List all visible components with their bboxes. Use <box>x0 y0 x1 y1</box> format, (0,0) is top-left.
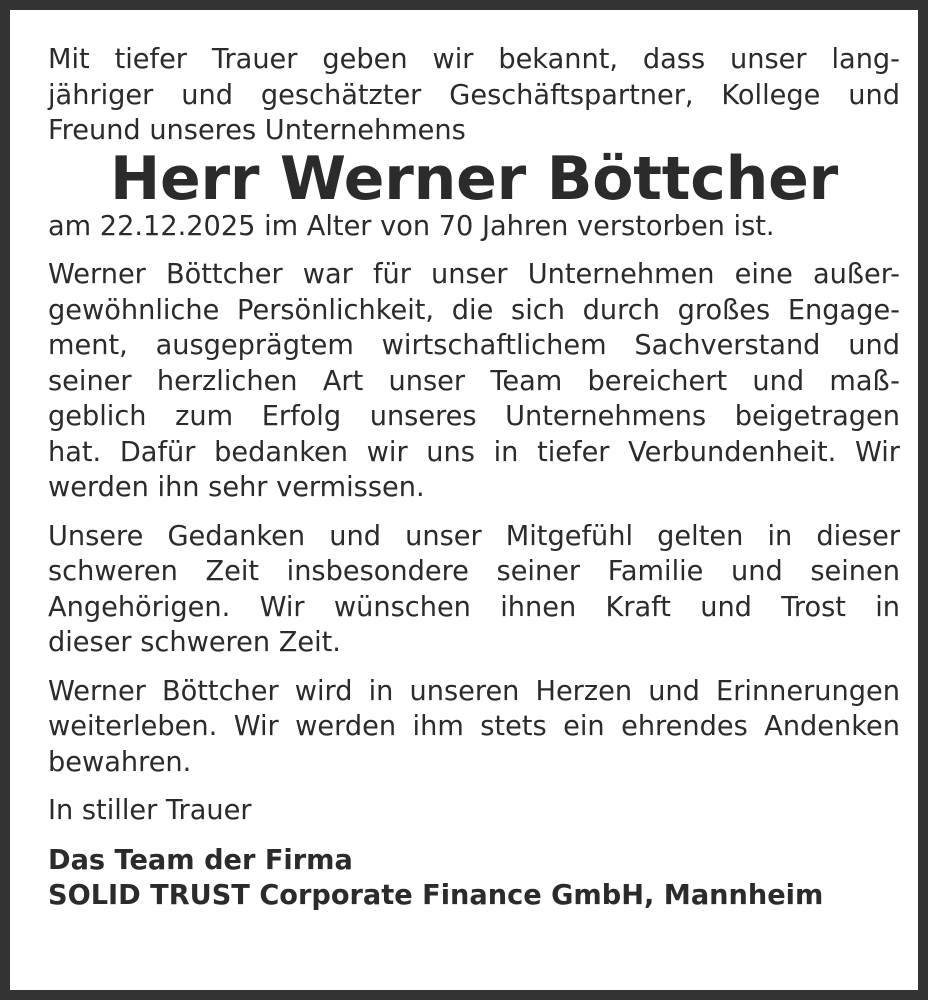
tribute-paragraph <box>48 257 900 506</box>
tribute-line: Werner Böttcher war für unser Unternehmen eine außer- <box>48 259 900 290</box>
remembrance-line: Werner Böttcher wird in unseren Herzen und Erinnerungen <box>48 675 900 707</box>
tribute-line: gewöhnliche Persönlichkeit, die sich durch großes Engage- <box>48 294 900 326</box>
remembrance-line: bewahren. <box>48 746 192 778</box>
remembrance-line: weiterleben. Wir werden ihm stets ein ehrendes Andenken <box>48 711 900 742</box>
date-text: am 22.12.2025 im Alter von 70 Jahren verstorben ist. <box>48 210 775 242</box>
intro-line: Mit tiefer Trauer geben wir bekannt, dass unser lang- <box>48 44 900 75</box>
signature-line: Das Team der Firma <box>48 844 353 876</box>
intro-line: jähriger und geschätzter Geschäftspartner, Kollege und <box>48 79 900 111</box>
tribute-line: geblich zum Erfolg unseres Unternehmens beigetragen <box>48 401 900 432</box>
condolence-line: Unsere Gedanken und unser Mitgefühl gelten in dieser <box>48 520 900 552</box>
tribute-line: werden ihn sehr vermissen. <box>48 472 425 503</box>
intro-paragraph <box>48 42 900 149</box>
signature-block <box>48 843 900 914</box>
remembrance-paragraph <box>48 674 900 781</box>
tribute-line: ment, ausgeprägtem wirtschaftlichem Sachverstand und <box>48 330 900 361</box>
closing-text: In stiller Trauer <box>48 795 252 826</box>
closing-line <box>48 793 900 829</box>
tribute-line: seiner herzlichen Art unser Team bereichert und maß- <box>48 365 900 397</box>
date-line <box>48 209 900 245</box>
condolence-line: dieser schweren Zeit. <box>48 627 341 658</box>
obituary-content <box>48 42 900 914</box>
condolence-line: Angehörigen. Wir wünschen ihnen Kraft und Trost in <box>48 591 900 623</box>
deceased-name: Herr Werner Böttcher <box>109 143 839 214</box>
condolence-line: schweren Zeit insbesondere seiner Familie und seinen <box>48 556 900 587</box>
tribute-line: hat. Dafür bedanken wir uns in tiefer Verbundenheit. Wir <box>48 436 900 468</box>
condolence-paragraph <box>48 519 900 661</box>
signature-line: SOLID TRUST Corporate Finance GmbH, Mannheim <box>48 880 824 911</box>
intro-line: Freund unseres Unternehmens <box>48 115 466 146</box>
